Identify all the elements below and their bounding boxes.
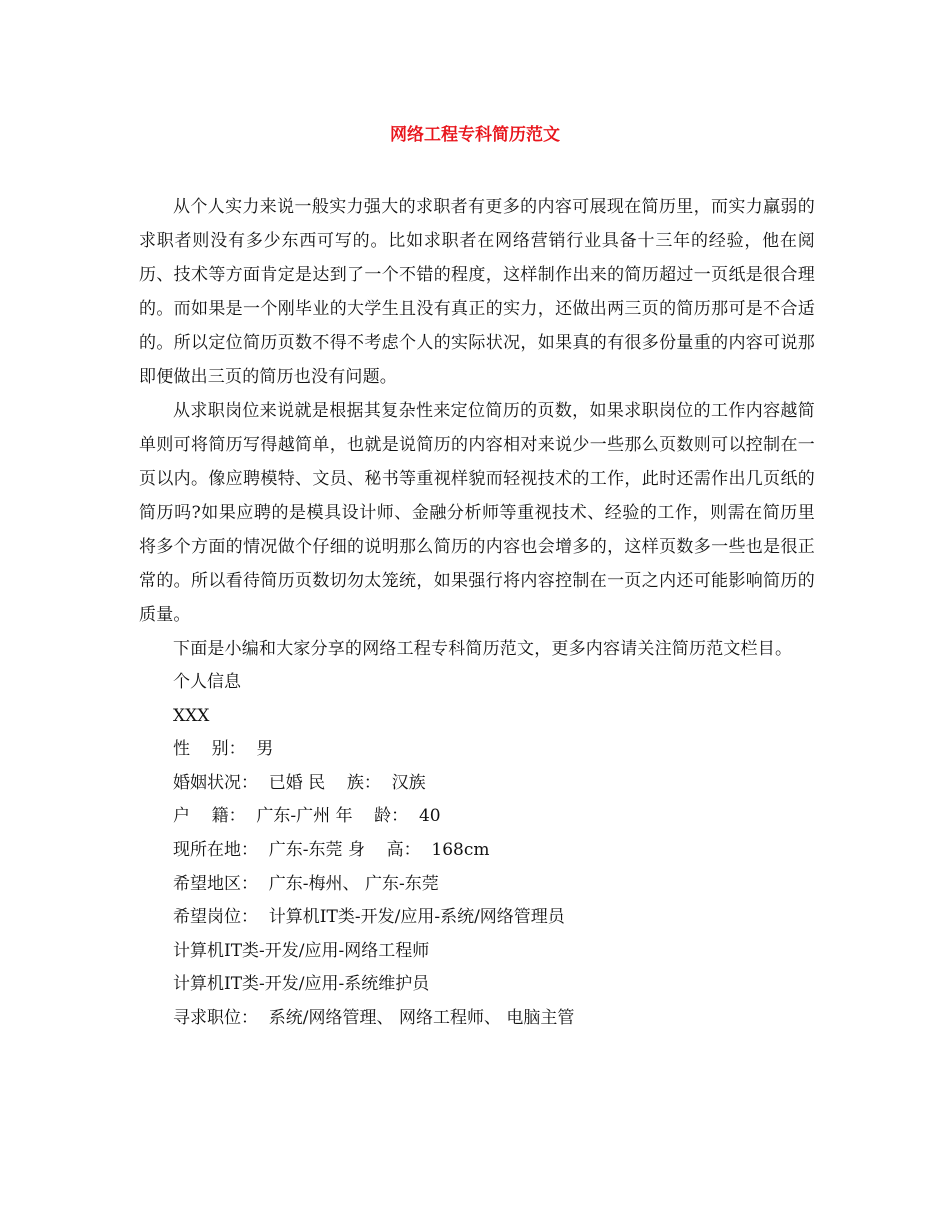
paragraph-2: 从求职岗位来说就是根据其复杂性来定位简历的页数，如果求职岗位的工作内容越简单则可将简历写得越简单，也就是说简历的内容相对来说少一些那么页数则可以控制在一页以内。像应聘模特、文员、秘书等重视样貌而轻视技术的工作，此时还需作出几页纸的简历吗?如果应聘的是模具设计师、金融分析师等重视技术、经验的工作，则需在简历里将多个方面的情况做个仔细的说明那么简历的内容也会增多的，这样页数多一些也是很正常的。所以看待简历页数切勿太笼统，如果强行将内容控制在一页之内还可能影响简历的质量。 <box>139 401 815 625</box>
info-desired-position: 希望岗位： 计算机IT类-开发/应用-系统/网络管理员 <box>173 907 565 928</box>
info-location-height: 现所在地： 广东-东莞 身 高： 168cm <box>173 839 490 860</box>
personal-info-section <box>139 666 815 1036</box>
document-title: 网络工程专科简历范文 <box>390 125 560 145</box>
info-name: XXX <box>173 705 210 726</box>
info-heading: 个人信息 <box>173 672 241 692</box>
info-marital-ethnicity: 婚姻状况： 已婚 民 族： 汉族 <box>173 772 426 793</box>
info-gender: 性 别： 男 <box>173 739 274 760</box>
info-desired-position-2: 计算机IT类-开发/应用-网络工程师 <box>173 940 430 961</box>
info-seeking-position: 寻求职位： 系统/网络管理、 网络工程师、 电脑主管 <box>173 1007 575 1028</box>
document-body <box>139 190 815 1036</box>
paragraph-3: 下面是小编和大家分享的网络工程专科简历范文，更多内容请关注简历范文栏目。 <box>173 639 793 659</box>
info-hometown-age: 户 籍： 广东-广州 年 龄： 40 <box>173 806 441 827</box>
paragraph-1: 从个人实力来说一般实力强大的求职者有更多的内容可展现在简历里，而实力羸弱的求职者则没有多少东西可写的。比如求职者在网络营销行业具备十三年的经验，他在阅历、技术等方面肯定是达到了一个不错的程度，这样制作出来的简历超过一页纸是很合理的。而如果是一个刚毕业的大学生且没有真正的实力，还做出两三页的简历那可是不合适的。所以定位简历页数不得不考虑个人的实际状况，如果真的有很多份量重的内容可说那即便做出三页的简历也没有问题。 <box>139 197 815 387</box>
info-desired-region: 希望地区： 广东-梅州、 广东-东莞 <box>173 873 439 894</box>
info-desired-position-3: 计算机IT类-开发/应用-系统维护员 <box>173 974 430 995</box>
